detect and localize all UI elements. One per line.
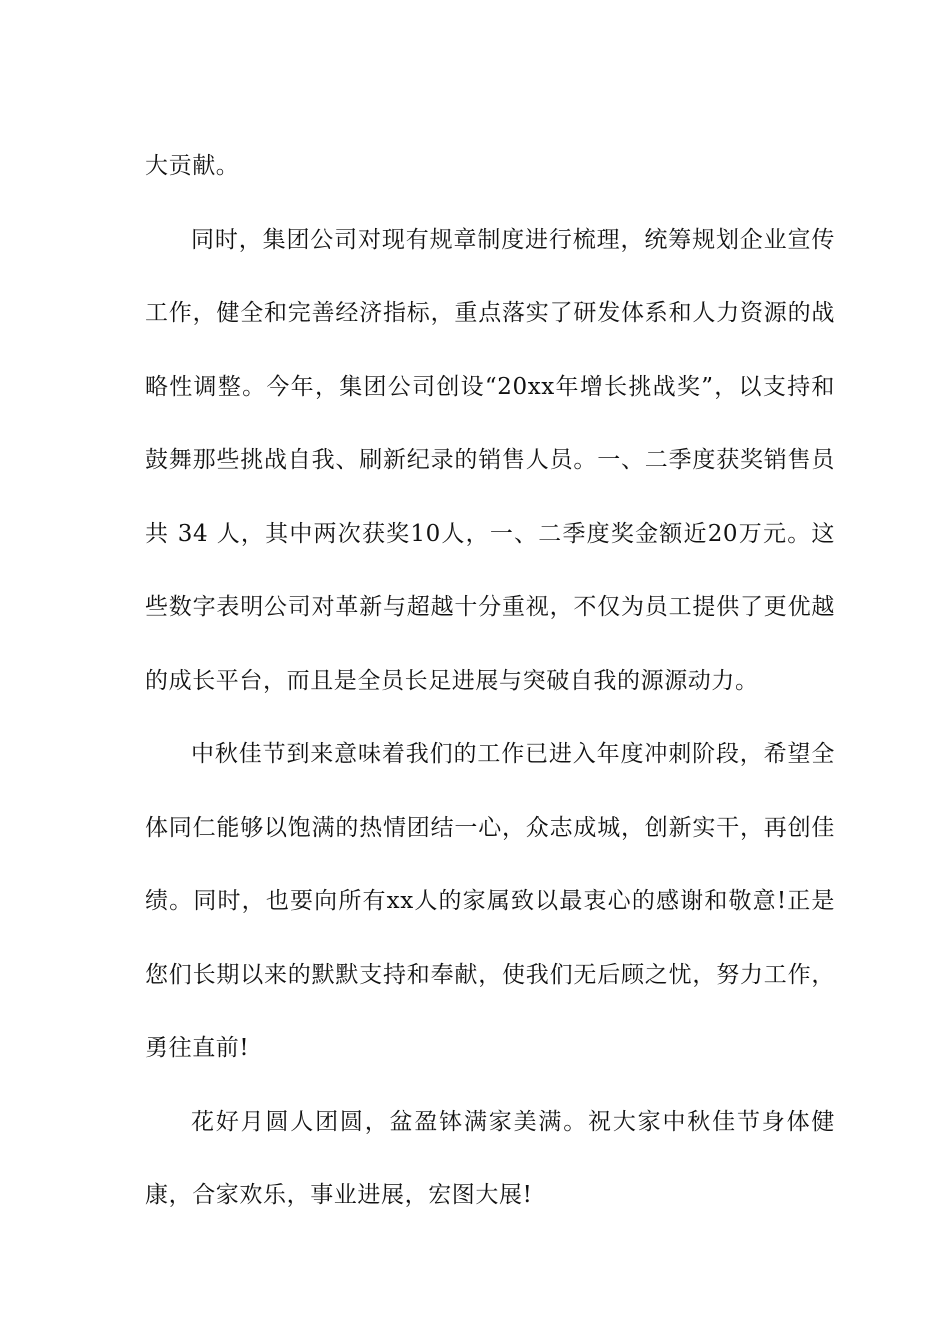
paragraph-continuation: 大贡献。: [145, 153, 240, 179]
document-body: [145, 130, 835, 1233]
paragraph-blessing: 花好月圆人团圆，盆盈钵满家美满。祝大家中秋佳节身体健康，合家欢乐，事业进展，宏图大展!: [145, 1108, 835, 1208]
paragraph-regulations: 同时，集团公司对现有规章制度进行梳理，统筹规划企业宣传工作，健全和完善经济指标，重点落实了研发体系和人力资源的战略性调整。今年，集团公司创设“20xx年增长挑战奖”，以支持和鼓舞那些挑战自我、刷新纪录的销售人员。一、二季度获奖销售员共 34 人，其中两次获奖10人，一、二季度奖金额近20万元。这些数字表明公司对革新与超越十分重视，不仅为员工提供了更优越的成长平台，而且是全员长足进展与突破自我的源源动力。: [145, 226, 835, 694]
paragraph-mid-autumn: 中秋佳节到来意味着我们的工作已进入年度冲刺阶段，希望全体同仁能够以饱满的热情团结一心，众志成城，创新实干，再创佳绩。同时，也要向所有xx人的家属致以最衷心的感谢和敬意!正是您们长期以来的默默支持和奉献，使我们无后顾之忧，努力工作，勇往直前!: [145, 741, 835, 1061]
